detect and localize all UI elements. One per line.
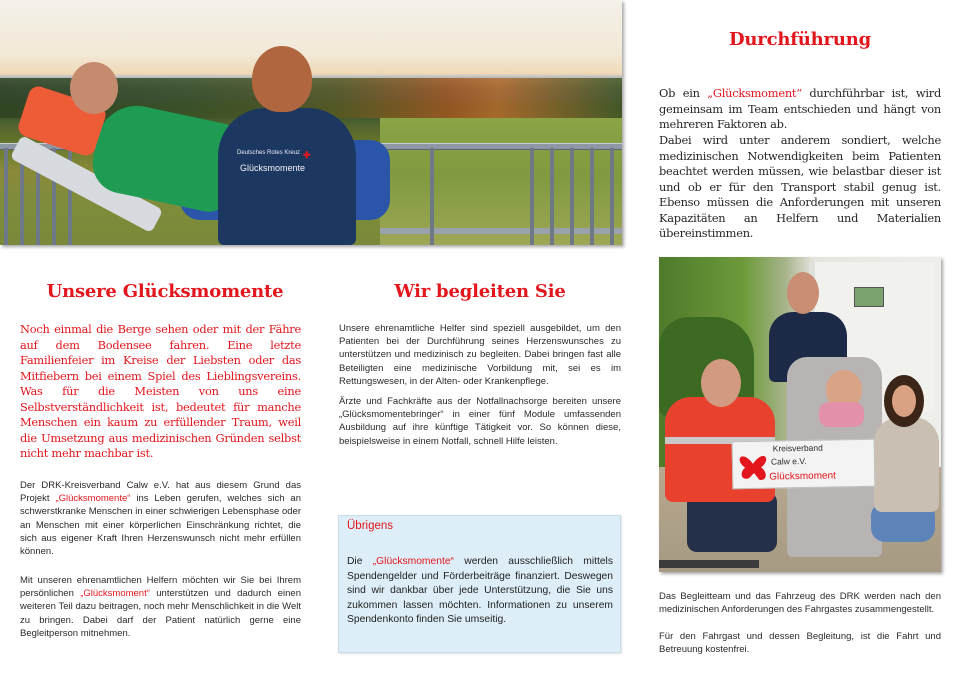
paramedic-head (701, 359, 741, 407)
highlight-gluecksmoment: „Glücksmoment“ (80, 588, 150, 600)
team-caption: Das Begleitteam und das Fahrzeug des DRK werden nach den medizinischen Anforderungen des Fahrgastes zusammengestellt. (659, 591, 941, 616)
railing-post (550, 148, 554, 245)
team-photo (659, 257, 941, 572)
text: unterstützen und dadurch einen weiteren Teil dazu beitragen, noch mehr Menschlichkeit in die Welt zu bringen. Dabei darf der Patient natürlich gerne eine Begleitperson mitnehmen. (20, 588, 301, 639)
heading-durchfuehrung: Durchführung (729, 29, 871, 50)
photo-railing-lower (380, 228, 622, 234)
hero-photo (0, 0, 622, 245)
training-paragraph: Unsere ehrenamtliche Helfer sind speziell ausgebildet, um den Patienten bei der Durchführung seines Herzenswunsches zu unterstützen und medizinisch zu begleiten. Dabei bringen fast alle Beteiligten eine medizinische Vorbildung mit, sei es im Rettungswesen, in der Alten- oder Krankenpflege. (339, 323, 621, 387)
cost-caption: Für den Fahrgast und dessen Begleitung, ist die Fahrt und Betreuung kostenfrei. (659, 631, 941, 656)
photo-field (380, 118, 622, 245)
text: ins Leben gerufen, welches sich an schwerstkranke Menschen in einer schwierigen Lebensphase oder an Menschen mit einer körperlichen Einschränkung richtet, die sich aus eigener Kraft Ihren Herzenswunsch nicht mehr erfüllen können. (20, 493, 301, 558)
assessment-paragraph: Dabei wird unter anderem sondiert, welche medizinischen Notwendigkeiten beim Patienten beachtet werden müssen, wie belastbar dieser ist und ob er für den Transport stabil genug ist. Ebenso müssen die Anforderungen mit unseren Kapazitäten an Helfern und Materialien übereinstimmen. (659, 133, 941, 240)
railing-post (4, 148, 8, 245)
text: Ob ein (659, 86, 708, 100)
text: durchführbar ist, wird gemeinsam im Team entschieden und hängt von mehreren Faktoren ab. (659, 86, 942, 131)
red-cross-icon: ✚ (303, 150, 311, 160)
helper-head (787, 272, 819, 314)
doctors-paragraph: Ärzte und Fachkräfte aus der Notfallnachsorge bereiten unsere „Glücksmomentebringer“ in einer fünf Module umfassenden Ausbildung auf ihre künftige Tätigkeit vor. So können diese, beispielsweise in einem Notfall, schnell Hilfe leisten. (339, 396, 621, 447)
highlight-gluecksmoment: „Glücksmoment“ (707, 86, 802, 100)
jacket-brand-text: Glücksmomente (240, 163, 306, 173)
patient-head (70, 62, 118, 114)
railing-post (570, 148, 574, 245)
heading-wir-begleiten-sie: Wir begleiten Sie (394, 281, 566, 302)
text: Die (347, 556, 373, 567)
highlight-gluecksmomente: „Glücksmomente“ (55, 493, 131, 505)
jacket-org-text: Deutsches Rotes Kreuz (237, 150, 301, 156)
railing-post (430, 148, 434, 245)
feasibility-paragraph (659, 86, 941, 133)
helper-figure (218, 108, 356, 245)
heading-unsere-gluecksmomente: Unsere Glücksmomente (46, 281, 284, 302)
helper-figure (874, 417, 939, 512)
scarf (819, 402, 864, 427)
text: werden ausschließlich mittels Spendengelder und Förderbeiträge finanziert. Deswegen sind wir dankbar über jede Unterstützung, die Sie uns zukommen lassen möchten. Informationen zu unserem Spendenkonto finden Sie umseitig. (347, 556, 613, 626)
info-box-uebrigens (338, 515, 621, 653)
intro-paragraph: Noch einmal die Berge sehen oder mit der Fähre auf dem Bodensee fahren. Eine letzte Familienfeier im Kreise der Liebsten oder das Mitfiebern bei einem Spiel des Lieblingsvereins. Was für die Meisten von uns eine Selbstverständlichkeit ist, bedeutet für manche Menschen ein kaum zu erfüllender Traum, weil die Umsetzung aus medizinischen Gründen selbst nicht mehr machbar ist. (20, 322, 301, 460)
info-box-text (347, 555, 613, 628)
sign-text-line3: Glücksmoment (769, 470, 836, 483)
railing-post (530, 148, 534, 245)
railing-post (610, 148, 614, 245)
project-paragraph (20, 479, 301, 558)
kreisverband-sign (732, 439, 876, 489)
railing-post (590, 148, 594, 245)
info-box-title: Übrigens (347, 520, 394, 532)
helper-head (252, 46, 312, 112)
clover-heart-icon (735, 444, 772, 487)
text: Der DRK-Kreisverband Calw e.V. hat aus diesem Grund das Projekt (20, 480, 301, 505)
text: Mit unseren ehrenamtlichen Helfern möchten wir Sie bei Ihrem persönlichen (20, 575, 301, 600)
helper-face (892, 385, 916, 417)
drain-grate (659, 560, 759, 568)
ambulance-monitor (854, 287, 884, 307)
highlight-gluecksmomente: „Glücksmomente“ (372, 556, 454, 567)
helpers-paragraph (20, 574, 301, 640)
sign-text-line2: Calw e.V. (770, 455, 807, 467)
sign-text-line1: Kreisverband (772, 442, 823, 454)
